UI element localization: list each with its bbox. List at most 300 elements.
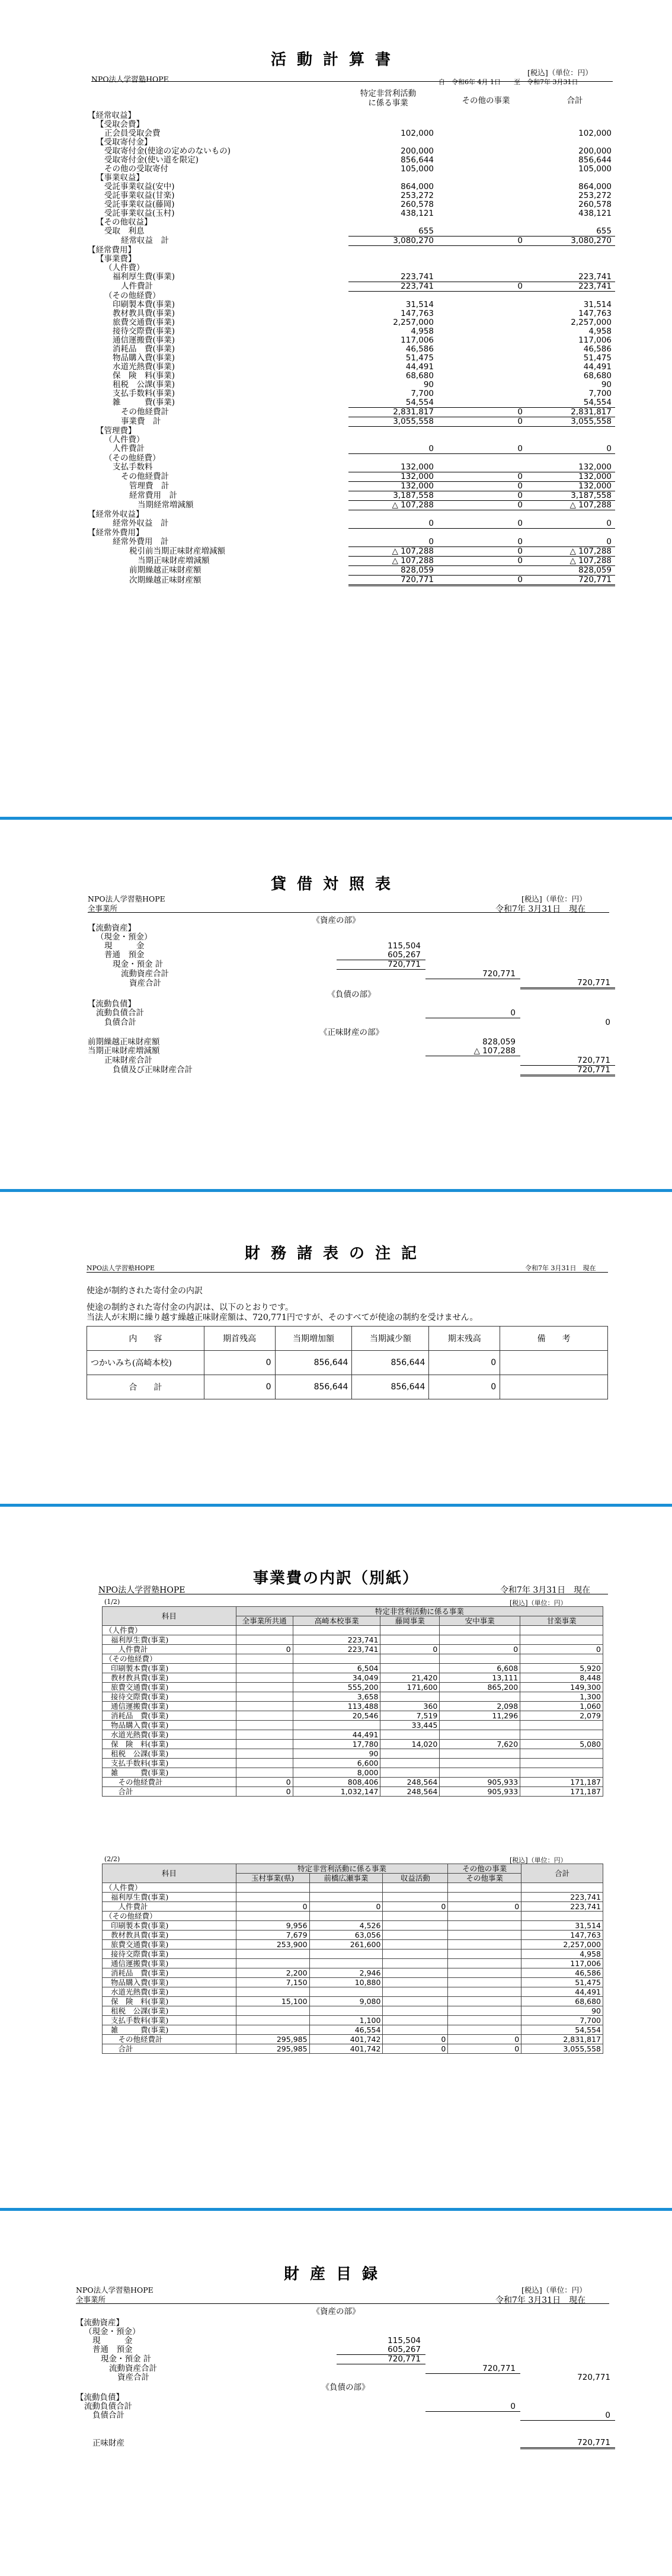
section-header: 《正味財産の部》 — [319, 1027, 383, 1037]
breakdown-value: 2,257,000 — [521, 1940, 603, 1949]
breakdown-item: 租税 公課(事業) — [103, 2006, 236, 2016]
amount-b: 0 — [437, 236, 526, 246]
row-label: 支払手数料(事業) — [113, 389, 175, 398]
breakdown-value: 248,564 — [380, 1787, 440, 1797]
breakdown-value — [236, 1730, 293, 1740]
breakdown-value — [520, 1768, 603, 1778]
breakdown-value — [236, 1654, 293, 1664]
activity-statement — [0, 0, 672, 817]
amount-a: 44,491 — [405, 362, 434, 372]
amount-b: 0 — [437, 408, 526, 417]
notes-item: つかいみち(高崎本校) — [87, 1351, 204, 1375]
balance-row — [88, 979, 615, 989]
amount-col-1: 720,771 — [337, 960, 425, 970]
activity-row — [88, 236, 615, 246]
breakdown-value: 171,600 — [380, 1683, 440, 1692]
amount-c: 253,272 — [578, 191, 612, 200]
breakdown-col-header: 藤岡事業 — [380, 1616, 440, 1626]
amount-col-2: △ 107,288 — [425, 1047, 520, 1056]
activity-row — [88, 174, 615, 183]
row-label: 【受取寄付金】 — [96, 138, 152, 147]
breakdown-value: 171,187 — [520, 1778, 603, 1787]
amount-b — [437, 292, 526, 301]
breakdown-value — [383, 1931, 448, 1940]
row-label: 人件費計 — [113, 444, 145, 454]
breakdown-item: 接待交際費(事業) — [103, 1692, 236, 1702]
breakdown-value — [440, 1759, 520, 1768]
balance-row — [88, 1000, 615, 1009]
breakdown-item: 教材教具費(事業) — [103, 1673, 236, 1683]
activity-row — [88, 491, 615, 501]
notes-value — [500, 1375, 608, 1399]
amount-col-2 — [425, 933, 520, 942]
breakdown-item-header: 科目 — [103, 1864, 236, 1883]
activity-row — [88, 246, 615, 255]
section-header: 《負債の部》 — [321, 2383, 370, 2392]
breakdown-row — [103, 2044, 603, 2054]
amount-c: 2,831,817 — [526, 408, 615, 417]
row-label: （人件費） — [104, 435, 145, 445]
row-label: 流動負債合計 — [84, 2401, 132, 2411]
amount-col-1: 115,504 — [388, 941, 421, 951]
amount-c: 4,958 — [588, 327, 612, 336]
amount-b — [437, 191, 526, 200]
row-label: 受取 利息 — [104, 226, 145, 236]
amount-a — [348, 454, 437, 464]
breakdown-row — [103, 1635, 603, 1645]
breakdown-value — [448, 2025, 521, 2035]
notes-value: 0 — [429, 1351, 500, 1375]
amount-col-2 — [425, 1018, 520, 1028]
breakdown-row — [103, 1949, 603, 1959]
breakdown-row — [103, 1987, 603, 1997]
amount-a: 3,187,558 — [348, 491, 437, 501]
amount-b — [437, 327, 526, 336]
activity-col1-header: 特定非営利活動 に係る事業 — [360, 89, 417, 108]
breakdown-item: 旅費交通費(事業) — [103, 1683, 236, 1692]
amount-b — [437, 318, 526, 327]
activity-header-rule — [91, 81, 613, 82]
breakdown-row — [103, 1721, 603, 1730]
balance-row — [88, 1047, 615, 1056]
amount-col-2 — [425, 951, 520, 960]
notes-value: 0 — [429, 1375, 500, 1399]
breakdown-value: 7,620 — [440, 1740, 520, 1749]
amount-b: 0 — [437, 472, 526, 482]
row-label: 保 険 料(事業) — [113, 371, 175, 381]
breakdown-value: 31,514 — [521, 1921, 603, 1931]
amount-col-3 — [520, 1000, 615, 1009]
amount-col-1 — [337, 2393, 425, 2402]
breakdown-row — [103, 2016, 603, 2025]
breakdown-item: （その他経費） — [103, 1912, 236, 1921]
notes-section — [0, 1192, 672, 1504]
breakdown-value: 20,546 — [293, 1711, 380, 1721]
activity-table — [88, 111, 615, 586]
breakdown-value: 223,741 — [521, 1902, 603, 1912]
amount-c: 44,491 — [583, 362, 612, 372]
row-label: 現金・預金 計 — [101, 2354, 152, 2364]
amount-c: 3,187,558 — [526, 491, 615, 501]
notes-value: 856,644 — [352, 1351, 429, 1375]
amount-c: 3,080,270 — [526, 236, 615, 246]
amount-a: 132,000 — [348, 463, 437, 472]
row-label: 受託事業収益(玉村) — [104, 209, 175, 218]
amount-col-3 — [520, 951, 615, 960]
row-label: 【受取会費】 — [96, 120, 144, 129]
breakdown-item: 水道光熱費(事業) — [103, 1987, 236, 1997]
amount-b — [437, 156, 526, 165]
breakdown-row — [103, 1768, 603, 1778]
amount-col-3: 720,771 — [520, 1056, 615, 1066]
amount-b: 0 — [437, 576, 526, 586]
breakdown-row — [103, 2035, 603, 2044]
breakdown-value — [236, 1749, 293, 1759]
amount-col-3: 720,771 — [520, 979, 615, 989]
breakdown-row — [103, 1931, 603, 1940]
breakdown-value: 295,985 — [236, 2035, 309, 2044]
breakdown-item: （人件費） — [103, 1883, 236, 1893]
row-label: 当期経常増減額 — [137, 500, 194, 510]
amount-col-2 — [425, 1065, 520, 1075]
amount-c: 828,059 — [526, 566, 615, 576]
row-label: 当期正味財産増減額 — [88, 1046, 160, 1056]
amount-col-3 — [520, 970, 615, 979]
row-label: 現金・預金 計 — [113, 960, 164, 969]
row-label: 【事業費】 — [96, 254, 136, 264]
breakdown-row — [103, 1778, 603, 1787]
row-label: 【事業収益】 — [96, 173, 144, 183]
amount-col-3 — [520, 942, 615, 951]
amount-col-3 — [520, 2328, 615, 2337]
activity-row — [88, 389, 615, 398]
breakdown-item: 支払手数料(事業) — [103, 1759, 236, 1768]
amount-a: 200,000 — [401, 146, 434, 156]
breakdown-col-header: 安中事業 — [440, 1616, 520, 1626]
amount-a: 260,578 — [401, 200, 434, 209]
inventory-header-rule — [76, 2303, 609, 2304]
amount-a: 4,958 — [411, 327, 434, 336]
row-label: 【経常外費用】 — [88, 528, 144, 538]
breakdown-value — [440, 1626, 520, 1635]
breakdown-value — [440, 1749, 520, 1759]
amount-col-3 — [520, 2402, 615, 2412]
breakdown-value — [236, 1893, 309, 1902]
row-label: 教材教具費(事業) — [113, 309, 175, 318]
row-label: 租税 公課(事業) — [113, 380, 175, 389]
amount-col-3 — [520, 1009, 615, 1018]
notes-row — [87, 1351, 608, 1375]
breakdown-item: その他経費計 — [103, 2035, 236, 2044]
amount-c: 3,055,558 — [526, 417, 615, 427]
amount-b — [437, 246, 526, 255]
amount-col-3 — [520, 2393, 615, 2402]
activity-row — [88, 538, 615, 547]
breakdown-item: （その他経費） — [103, 1654, 236, 1664]
activity-row — [88, 501, 615, 510]
notes-col-header: 期首残高 — [204, 1327, 275, 1351]
activity-row — [88, 309, 615, 318]
row-label: 負債合計 — [104, 1017, 136, 1027]
inventory-row — [76, 2421, 615, 2439]
breakdown-value: 51,475 — [521, 1978, 603, 1987]
amount-a: 253,272 — [401, 191, 434, 200]
amount-col-1 — [337, 2373, 425, 2383]
amount-a — [348, 264, 437, 273]
row-label: 正味財産 — [92, 2438, 124, 2448]
inventory-org: NPO法人学習塾HOPE — [76, 2286, 153, 2294]
amount-col-3 — [520, 1047, 615, 1056]
breakdown-table-1 — [102, 1606, 603, 1797]
breakdown-value — [383, 1883, 448, 1893]
breakdown-item: 物品購入費(事業) — [103, 1721, 236, 1730]
amount-b — [437, 354, 526, 363]
amount-a: 3,080,270 — [348, 236, 437, 246]
breakdown-value: 0 — [448, 1902, 521, 1912]
amount-col-2 — [425, 2337, 520, 2345]
breakdown-value: 0 — [383, 2044, 448, 2054]
amount-col-1 — [337, 2411, 425, 2421]
amount-c: 655 — [526, 227, 615, 236]
row-label: 資産合計 — [117, 2373, 149, 2383]
breakdown-value: 401,742 — [309, 2044, 383, 2054]
activity-row — [88, 417, 615, 427]
amount-c: △ 107,288 — [526, 547, 615, 557]
row-label: その他の受取寄付 — [104, 164, 168, 174]
row-label: 通信運搬費(事業) — [113, 335, 175, 345]
balance-row — [88, 1038, 615, 1047]
amount-b: 0 — [437, 557, 526, 566]
activity-row — [88, 183, 615, 191]
breakdown-value — [383, 1959, 448, 1968]
breakdown-item: 福利厚生費(事業) — [103, 1635, 236, 1645]
breakdown-value: 9,080 — [309, 1997, 383, 2006]
amount-b — [437, 436, 526, 445]
activity-org: NPO法人学習塾HOPE — [91, 75, 169, 84]
row-label: 【流動負債】 — [88, 999, 136, 1009]
breakdown-value: 0 — [236, 1787, 293, 1797]
breakdown-value: 0 — [236, 1902, 309, 1912]
breakdown-item: 人件費計 — [103, 1645, 236, 1654]
activity-row — [88, 318, 615, 327]
amount-a — [348, 138, 437, 147]
breakdown-value: 865,200 — [440, 1683, 520, 1692]
amount-b — [437, 309, 526, 318]
breakdown-row — [103, 1912, 603, 1921]
breakdown-col-header: 高崎本校事業 — [293, 1616, 380, 1626]
breakdown-row — [103, 1883, 603, 1893]
amount-col-1 — [337, 924, 425, 933]
row-label: （人件費） — [104, 263, 145, 273]
breakdown-value — [236, 1702, 293, 1711]
amount-col-3 — [520, 933, 615, 942]
breakdown-value: 261,600 — [309, 1940, 383, 1949]
amount-c: 102,000 — [578, 129, 612, 138]
inventory-row — [76, 2438, 615, 2449]
breakdown-value — [309, 1987, 383, 1997]
breakdown-row — [103, 1654, 603, 1664]
breakdown-col-header: その他事業 — [448, 1874, 521, 1883]
amount-col-2 — [425, 2328, 520, 2337]
row-label: 前期繰越正味財産額 — [129, 565, 201, 575]
breakdown-value — [236, 1711, 293, 1721]
amount-b — [437, 389, 526, 398]
breakdown-item: 接待交際費(事業) — [103, 1949, 236, 1959]
breakdown-value — [236, 1768, 293, 1778]
breakdown-value: 0 — [383, 2035, 448, 2044]
amount-c: △ 107,288 — [526, 501, 615, 510]
breakdown-value — [448, 1997, 521, 2006]
amount-col-3: 720,771 — [520, 2438, 615, 2449]
breakdown-value — [383, 1968, 448, 1978]
breakdown-value: 46,586 — [521, 1968, 603, 1978]
breakdown-col-header: 甘楽事業 — [520, 1616, 603, 1626]
amount-col-1 — [337, 2438, 425, 2449]
breakdown-value: 149,300 — [520, 1683, 603, 1692]
inventory-row — [76, 2355, 615, 2364]
breakdown-value: 44,491 — [293, 1730, 380, 1740]
breakdown-value — [236, 1635, 293, 1645]
amount-col-3: 0 — [605, 1017, 610, 1027]
notes-value — [500, 1351, 608, 1375]
inventory-row — [76, 2337, 615, 2345]
amount-b — [437, 174, 526, 183]
breakdown-item: 水道光熱費(事業) — [103, 1730, 236, 1740]
breakdown-value: 5,080 — [520, 1740, 603, 1749]
row-label: 当期正味財産増減額 — [137, 556, 210, 565]
breakdown-group2-header: その他の事業 — [448, 1864, 521, 1874]
breakdown-value: 0 — [448, 2035, 521, 2044]
amount-c: 51,475 — [583, 353, 612, 363]
inventory-table — [76, 2319, 615, 2449]
amount-b: 0 — [437, 445, 526, 454]
inventory-row — [76, 2364, 615, 2374]
amount-c: 438,121 — [578, 209, 612, 218]
amount-b — [437, 227, 526, 236]
amount-a: 720,771 — [348, 576, 437, 586]
breakdown-item: 通信運搬費(事業) — [103, 1702, 236, 1711]
row-label: 印刷製本費(事業) — [113, 300, 175, 309]
breakdown-value: 9,956 — [236, 1921, 309, 1931]
breakdown-value — [380, 1664, 440, 1673]
activity-title: 活動計算書 — [270, 51, 401, 69]
breakdown-col-header: 玉村事業(県) — [236, 1874, 309, 1883]
amount-col-1 — [337, 1018, 425, 1028]
breakdown-value — [520, 1626, 603, 1635]
amount-c: 46,586 — [583, 344, 612, 354]
balance-row — [88, 1056, 615, 1066]
amount-col-1 — [337, 2319, 425, 2328]
breakdown-value: 113,488 — [293, 1702, 380, 1711]
amount-b — [437, 381, 526, 389]
breakdown-value — [520, 1730, 603, 1740]
row-label: 負債合計 — [92, 2411, 124, 2421]
row-label: 【流動資産】 — [88, 923, 136, 933]
breakdown-value: 44,491 — [521, 1987, 603, 1997]
breakdown-item: 印刷製本費(事業) — [103, 1921, 236, 1931]
breakdown-item: 通信運搬費(事業) — [103, 1959, 236, 1968]
amount-b: 0 — [437, 482, 526, 491]
breakdown-value: 2,946 — [309, 1968, 383, 1978]
breakdown-value: 3,055,558 — [521, 2044, 603, 2054]
breakdown-value: 4,958 — [521, 1949, 603, 1959]
breakdown-value: 147,763 — [521, 1931, 603, 1940]
row-label: 接待交際費(事業) — [113, 327, 175, 336]
amount-b — [437, 510, 526, 520]
breakdown-value: 2,200 — [236, 1968, 309, 1978]
breakdown-value — [236, 1912, 309, 1921]
breakdown-value: 68,680 — [521, 1997, 603, 2006]
amount-col-2 — [425, 979, 520, 989]
activity-row — [88, 472, 615, 482]
breakdown-value — [520, 1759, 603, 1768]
row-label: 経常費用 計 — [129, 491, 177, 500]
row-label: 雑 費(事業) — [113, 398, 175, 408]
breakdown-value — [448, 1987, 521, 1997]
row-label: （その他経費） — [104, 453, 161, 463]
breakdown-value — [236, 1721, 293, 1730]
breakdown-row — [103, 1749, 603, 1759]
row-label: 受取寄付金(使い道を限定) — [104, 155, 199, 165]
amount-c — [526, 427, 615, 436]
amount-a: 51,475 — [405, 353, 434, 363]
amount-col-3 — [520, 924, 615, 933]
amount-b — [437, 398, 526, 408]
breakdown-row — [103, 1997, 603, 2006]
inventory-row — [76, 2345, 615, 2355]
breakdown-row — [103, 1702, 603, 1711]
amount-col-3 — [520, 2355, 615, 2364]
activity-row — [88, 454, 615, 464]
breakdown-item: 印刷製本費(事業) — [103, 1664, 236, 1673]
breakdown-row — [103, 2006, 603, 2016]
balance-unit: [税込]（単位：円） — [521, 894, 587, 903]
activity-row — [88, 576, 615, 586]
breakdown-value: 117,006 — [521, 1959, 603, 1968]
amount-b — [437, 183, 526, 191]
amount-a — [348, 120, 437, 129]
amount-b: 0 — [437, 519, 526, 529]
amount-c: 132,000 — [526, 472, 615, 482]
breakdown-value — [383, 2006, 448, 2016]
amount-a: 856,644 — [401, 155, 434, 165]
amount-c: △ 107,288 — [526, 557, 615, 566]
amount-col-2 — [425, 2373, 520, 2383]
row-label: 正会員受取会費 — [104, 129, 161, 138]
amount-col-2 — [425, 924, 520, 933]
notes-row — [87, 1375, 608, 1399]
expense-breakdown — [0, 1507, 672, 2208]
amount-b — [437, 529, 526, 538]
amount-b — [437, 454, 526, 464]
amount-a: 2,257,000 — [393, 318, 434, 327]
activity-row — [88, 282, 615, 292]
breakdown-value: 5,920 — [520, 1664, 603, 1673]
amount-col-1: 115,504 — [388, 2336, 421, 2345]
amount-a: 117,006 — [401, 335, 434, 345]
amount-c — [526, 510, 615, 520]
amount-c: 90 — [601, 380, 612, 389]
breakdown-value — [383, 1978, 448, 1987]
breakdown-row — [103, 2025, 603, 2035]
row-label: 人件費計 — [121, 282, 153, 291]
notes-col-header: 備 考 — [500, 1327, 608, 1351]
row-label: 福利厚生費(事業) — [113, 272, 175, 282]
row-label: （その他経費） — [104, 290, 161, 301]
amount-a — [348, 111, 437, 120]
amount-a: 438,121 — [401, 209, 434, 218]
breakdown-item: 保 険 料(事業) — [103, 1740, 236, 1749]
